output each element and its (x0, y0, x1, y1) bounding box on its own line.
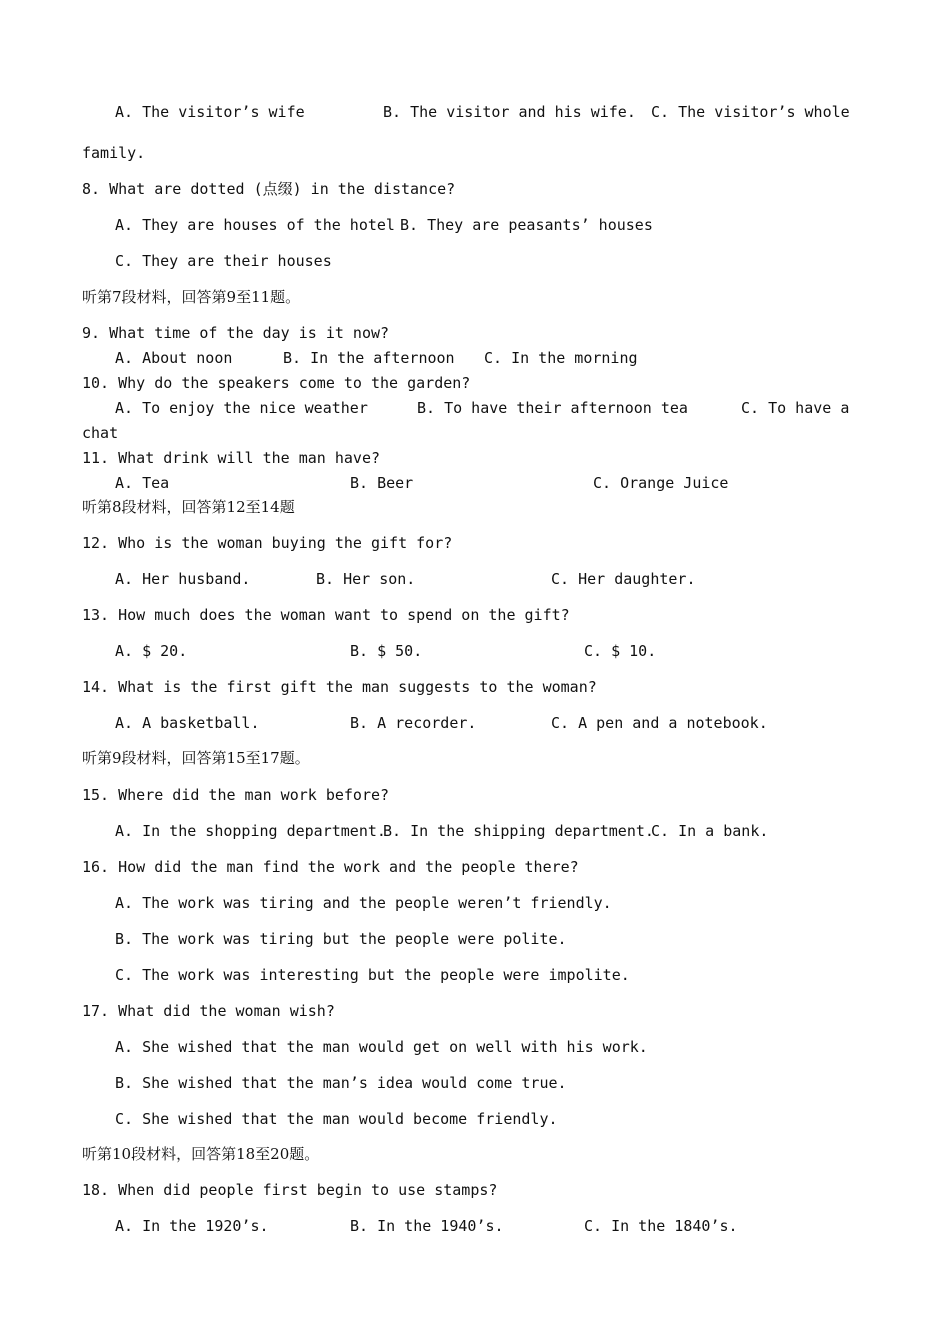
q13-option-a: A. $ 20. (115, 642, 188, 660)
q12-option-a: A. Her husband. (115, 570, 251, 588)
q14-option-c: C. A pen and a notebook. (551, 714, 768, 732)
section-heading-10: 听第10段材料，回答第18至20题。 (82, 1145, 320, 1163)
q9-option-c: C. In the morning (484, 349, 638, 367)
q15-option-b: B. In the shipping department. (383, 822, 654, 840)
q14-option-a: A. A basketball. (115, 714, 260, 732)
q8-option-c: C. They are their houses (115, 252, 332, 270)
q9-option-b: B. In the afternoon (283, 349, 455, 367)
q18-option-b: B. In the 1940’s. (350, 1217, 504, 1235)
q16-option-b: B. The work was tiring but the people were polite. (115, 930, 567, 948)
section-heading-9: 听第9段材料，回答第15至17题。 (82, 749, 310, 767)
q17-option-c: C. She wished that the man would become friendly. (115, 1110, 558, 1128)
q9-option-a: A. About noon (115, 349, 233, 367)
q16-option-a: A. The work was tiring and the people weren’t friendly. (115, 894, 612, 912)
q15-option-a: A. In the shopping department. (115, 822, 386, 840)
section-heading-7: 听第7段材料，回答第9至11题。 (82, 288, 301, 306)
question-14: 14. What is the first gift the man suggests to the woman? (82, 678, 597, 696)
q11-option-c: C. Orange Juice (593, 474, 729, 492)
q17-option-b: B. She wished that the man’s idea would come true. (115, 1074, 567, 1092)
q8-option-b: B. They are peasants’ houses (400, 216, 653, 234)
q12-option-b: B. Her son. (316, 570, 416, 588)
q7-option-c-continuation: family. (82, 144, 146, 162)
q7-option-c: C. The visitor’s whole (651, 103, 850, 121)
q7-option-b: B. The visitor and his wife. (383, 103, 636, 121)
q14-option-b: B. A recorder. (350, 714, 477, 732)
q7-option-a: A. The visitor’s wife (115, 103, 305, 121)
q12-option-c: C. Her daughter. (551, 570, 696, 588)
q8-option-a: A. They are houses of the hotel (115, 216, 395, 234)
q10-option-b: B. To have their afternoon tea (417, 399, 688, 417)
question-11: 11. What drink will the man have? (82, 449, 381, 467)
q18-option-c: C. In the 1840’s. (584, 1217, 738, 1235)
q15-option-c: C. In a bank. (651, 822, 769, 840)
question-13: 13. How much does the woman want to spend on the gift? (82, 606, 570, 624)
question-9: 9. What time of the day is it now? (82, 324, 390, 342)
q10-option-a: A. To enjoy the nice weather (115, 399, 368, 417)
question-12: 12. Who is the woman buying the gift for? (82, 534, 453, 552)
question-17: 17. What did the woman wish? (82, 1002, 335, 1020)
question-16: 16. How did the man find the work and the people there? (82, 858, 579, 876)
q13-option-c: C. $ 10. (584, 642, 657, 660)
q13-option-b: B. $ 50. (350, 642, 423, 660)
question-10: 10. Why do the speakers come to the garden? (82, 374, 471, 392)
question-18: 18. When did people first begin to use stamps? (82, 1181, 498, 1199)
q18-option-a: A. In the 1920’s. (115, 1217, 269, 1235)
q16-option-c: C. The work was interesting but the people were impolite. (115, 966, 630, 984)
question-15: 15. Where did the man work before? (82, 786, 390, 804)
section-heading-8: 听第8段材料，回答第12至14题 (82, 498, 295, 516)
question-8: 8. What are dotted (点缀) in the distance? (82, 180, 456, 198)
q10-option-c: C. To have a (741, 399, 850, 417)
q10-option-c-continuation: chat (82, 424, 119, 442)
q11-option-b: B. Beer (350, 474, 414, 492)
q17-option-a: A. She wished that the man would get on well with his work. (115, 1038, 648, 1056)
q11-option-a: A. Tea (115, 474, 170, 492)
